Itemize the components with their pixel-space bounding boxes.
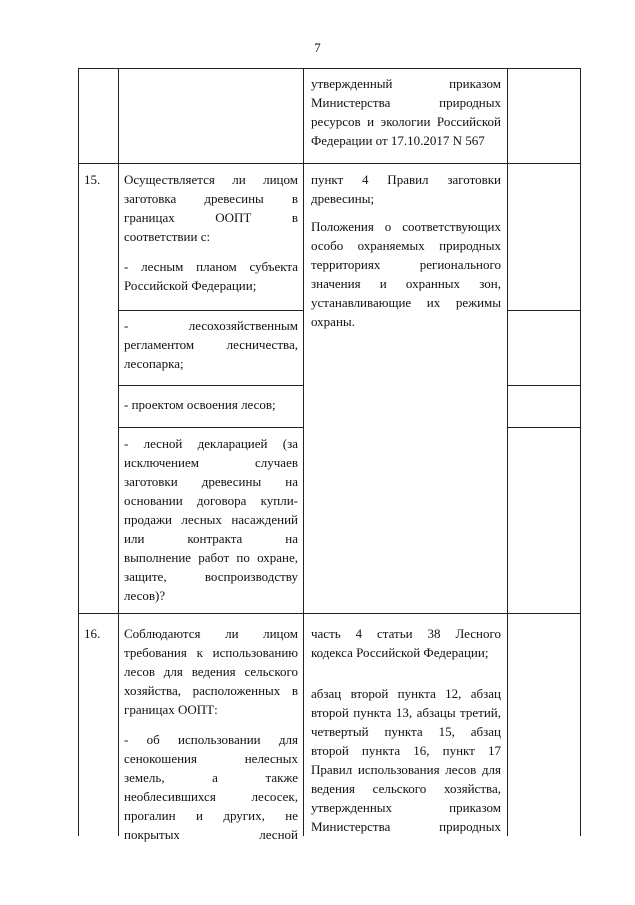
grid-hline-row15-start <box>78 163 581 164</box>
grid-vline-ref <box>507 68 508 836</box>
row16-number: 16. <box>84 626 101 641</box>
sub-item-line: земель, а также <box>124 770 298 785</box>
sub-item-line: или контракта на <box>124 531 298 546</box>
grid-hline-sub2-start-right <box>507 310 581 311</box>
grid-hline-top <box>78 68 581 69</box>
sub-item-line: покрытых лесной <box>124 827 298 842</box>
reference-line: древесины; <box>311 191 375 206</box>
sub-item-line: лесопарка; <box>124 356 184 371</box>
sub-item-line: защите, воспроизводству <box>124 569 298 584</box>
reference-line: Министерства природных <box>311 819 501 834</box>
reference-line: ведения сельского хозяйства, <box>311 781 501 796</box>
reference-line: пункт 4 Правил заготовки <box>311 172 501 187</box>
row15-reference-cell <box>311 170 501 331</box>
question-line: границах ООПТ: <box>124 702 218 717</box>
row15-sub3-cell <box>124 395 298 414</box>
sub-item-line: - лесохозяйственным <box>124 318 298 333</box>
continuation-reference-cell <box>311 74 501 150</box>
sub-item-line: заготовки древесины на <box>124 474 298 489</box>
reference-line: значения и охранных зон, <box>311 276 501 291</box>
grid-hline-sub4-start-right <box>507 427 581 428</box>
question-line: заготовка древесины в <box>124 191 298 206</box>
sub-item-line: регламентом лесничества, <box>124 337 298 352</box>
row15-sub2-cell <box>124 316 298 373</box>
reference-line: устанавливающие их режимы <box>311 295 501 310</box>
sub-item-line: - проектом освоения лесов; <box>124 397 276 412</box>
question-line: Осуществляется ли лицом <box>124 172 298 187</box>
page-number: 7 <box>314 40 321 55</box>
reference-line: Правил использования лесов для <box>311 762 501 777</box>
continuation-line: ресурсов и экологии Российской <box>311 114 501 129</box>
row16-reference-cell <box>311 624 501 836</box>
question-line: хозяйства, расположенных в <box>124 683 298 698</box>
grid-hline-row16-start <box>78 613 581 614</box>
reference-line: второй пункта 13, абзацы третий, <box>311 705 501 720</box>
grid-vline-number <box>118 68 119 836</box>
sub-item-line: - об использовании для <box>124 732 298 747</box>
reference-line: утвержденных приказом <box>311 800 501 815</box>
question-line: требования к использованию <box>124 645 298 660</box>
grid-vline-left <box>78 68 79 836</box>
grid-vline-question <box>303 68 304 836</box>
row15-number: 15. <box>84 172 101 187</box>
sub-item-line: - лесной декларацией (за <box>124 436 298 451</box>
reference-line: территориях регионального <box>311 257 501 272</box>
row16-question-cell <box>124 624 298 844</box>
grid-hline-sub3-start-right <box>507 385 581 386</box>
sub-item-line: прогалин и других, не <box>124 808 298 823</box>
continuation-line: утвержденный приказом <box>311 76 501 91</box>
grid-hline-sub4-start <box>118 427 304 428</box>
sub-item-line: сенокошения нелесных <box>124 751 298 766</box>
question-line: границах ООПТ в <box>124 210 298 225</box>
reference-line: кодекса Российской Федерации; <box>311 645 489 660</box>
sub-item-line: лесов)? <box>124 588 166 603</box>
grid-vline-right <box>580 68 581 836</box>
sub-item-line: - лесным планом субъекта <box>124 259 298 274</box>
question-line: Соблюдаются ли лицом <box>124 626 298 641</box>
question-line: соответствии с: <box>124 229 211 244</box>
continuation-line: Министерства природных <box>311 95 501 110</box>
grid-hline-sub3-start <box>118 385 304 386</box>
row15-sub4-cell <box>124 434 298 605</box>
sub-item-line: исключением случаев <box>124 455 298 470</box>
continuation-line: Федерации от 17.10.2017 N 567 <box>311 133 485 148</box>
sub-item-line: необлесившихся лесосек, <box>124 789 298 804</box>
sub-item-line: выполнение работ по охране, <box>124 550 298 565</box>
sub-item-line: основании договора купли- <box>124 493 298 508</box>
question-line: лесов для ведения сельского <box>124 664 298 679</box>
reference-line: особо охраняемых природных <box>311 238 501 253</box>
reference-line: четвертый пункта 15, абзац <box>311 724 501 739</box>
grid-hline-sub2-start <box>118 310 304 311</box>
row15-question-cell <box>124 170 298 295</box>
reference-line: второй пункта 16, пункт 17 <box>311 743 501 758</box>
reference-line: абзац второй пункта 12, абзац <box>311 686 501 701</box>
reference-line: часть 4 статьи 38 Лесного <box>311 626 501 641</box>
sub-item-line: продажи лесных насаждений <box>124 512 298 527</box>
reference-line: Положения о соответствующих <box>311 219 501 234</box>
reference-line: охраны. <box>311 314 355 329</box>
sub-item-line: Российской Федерации; <box>124 278 257 293</box>
